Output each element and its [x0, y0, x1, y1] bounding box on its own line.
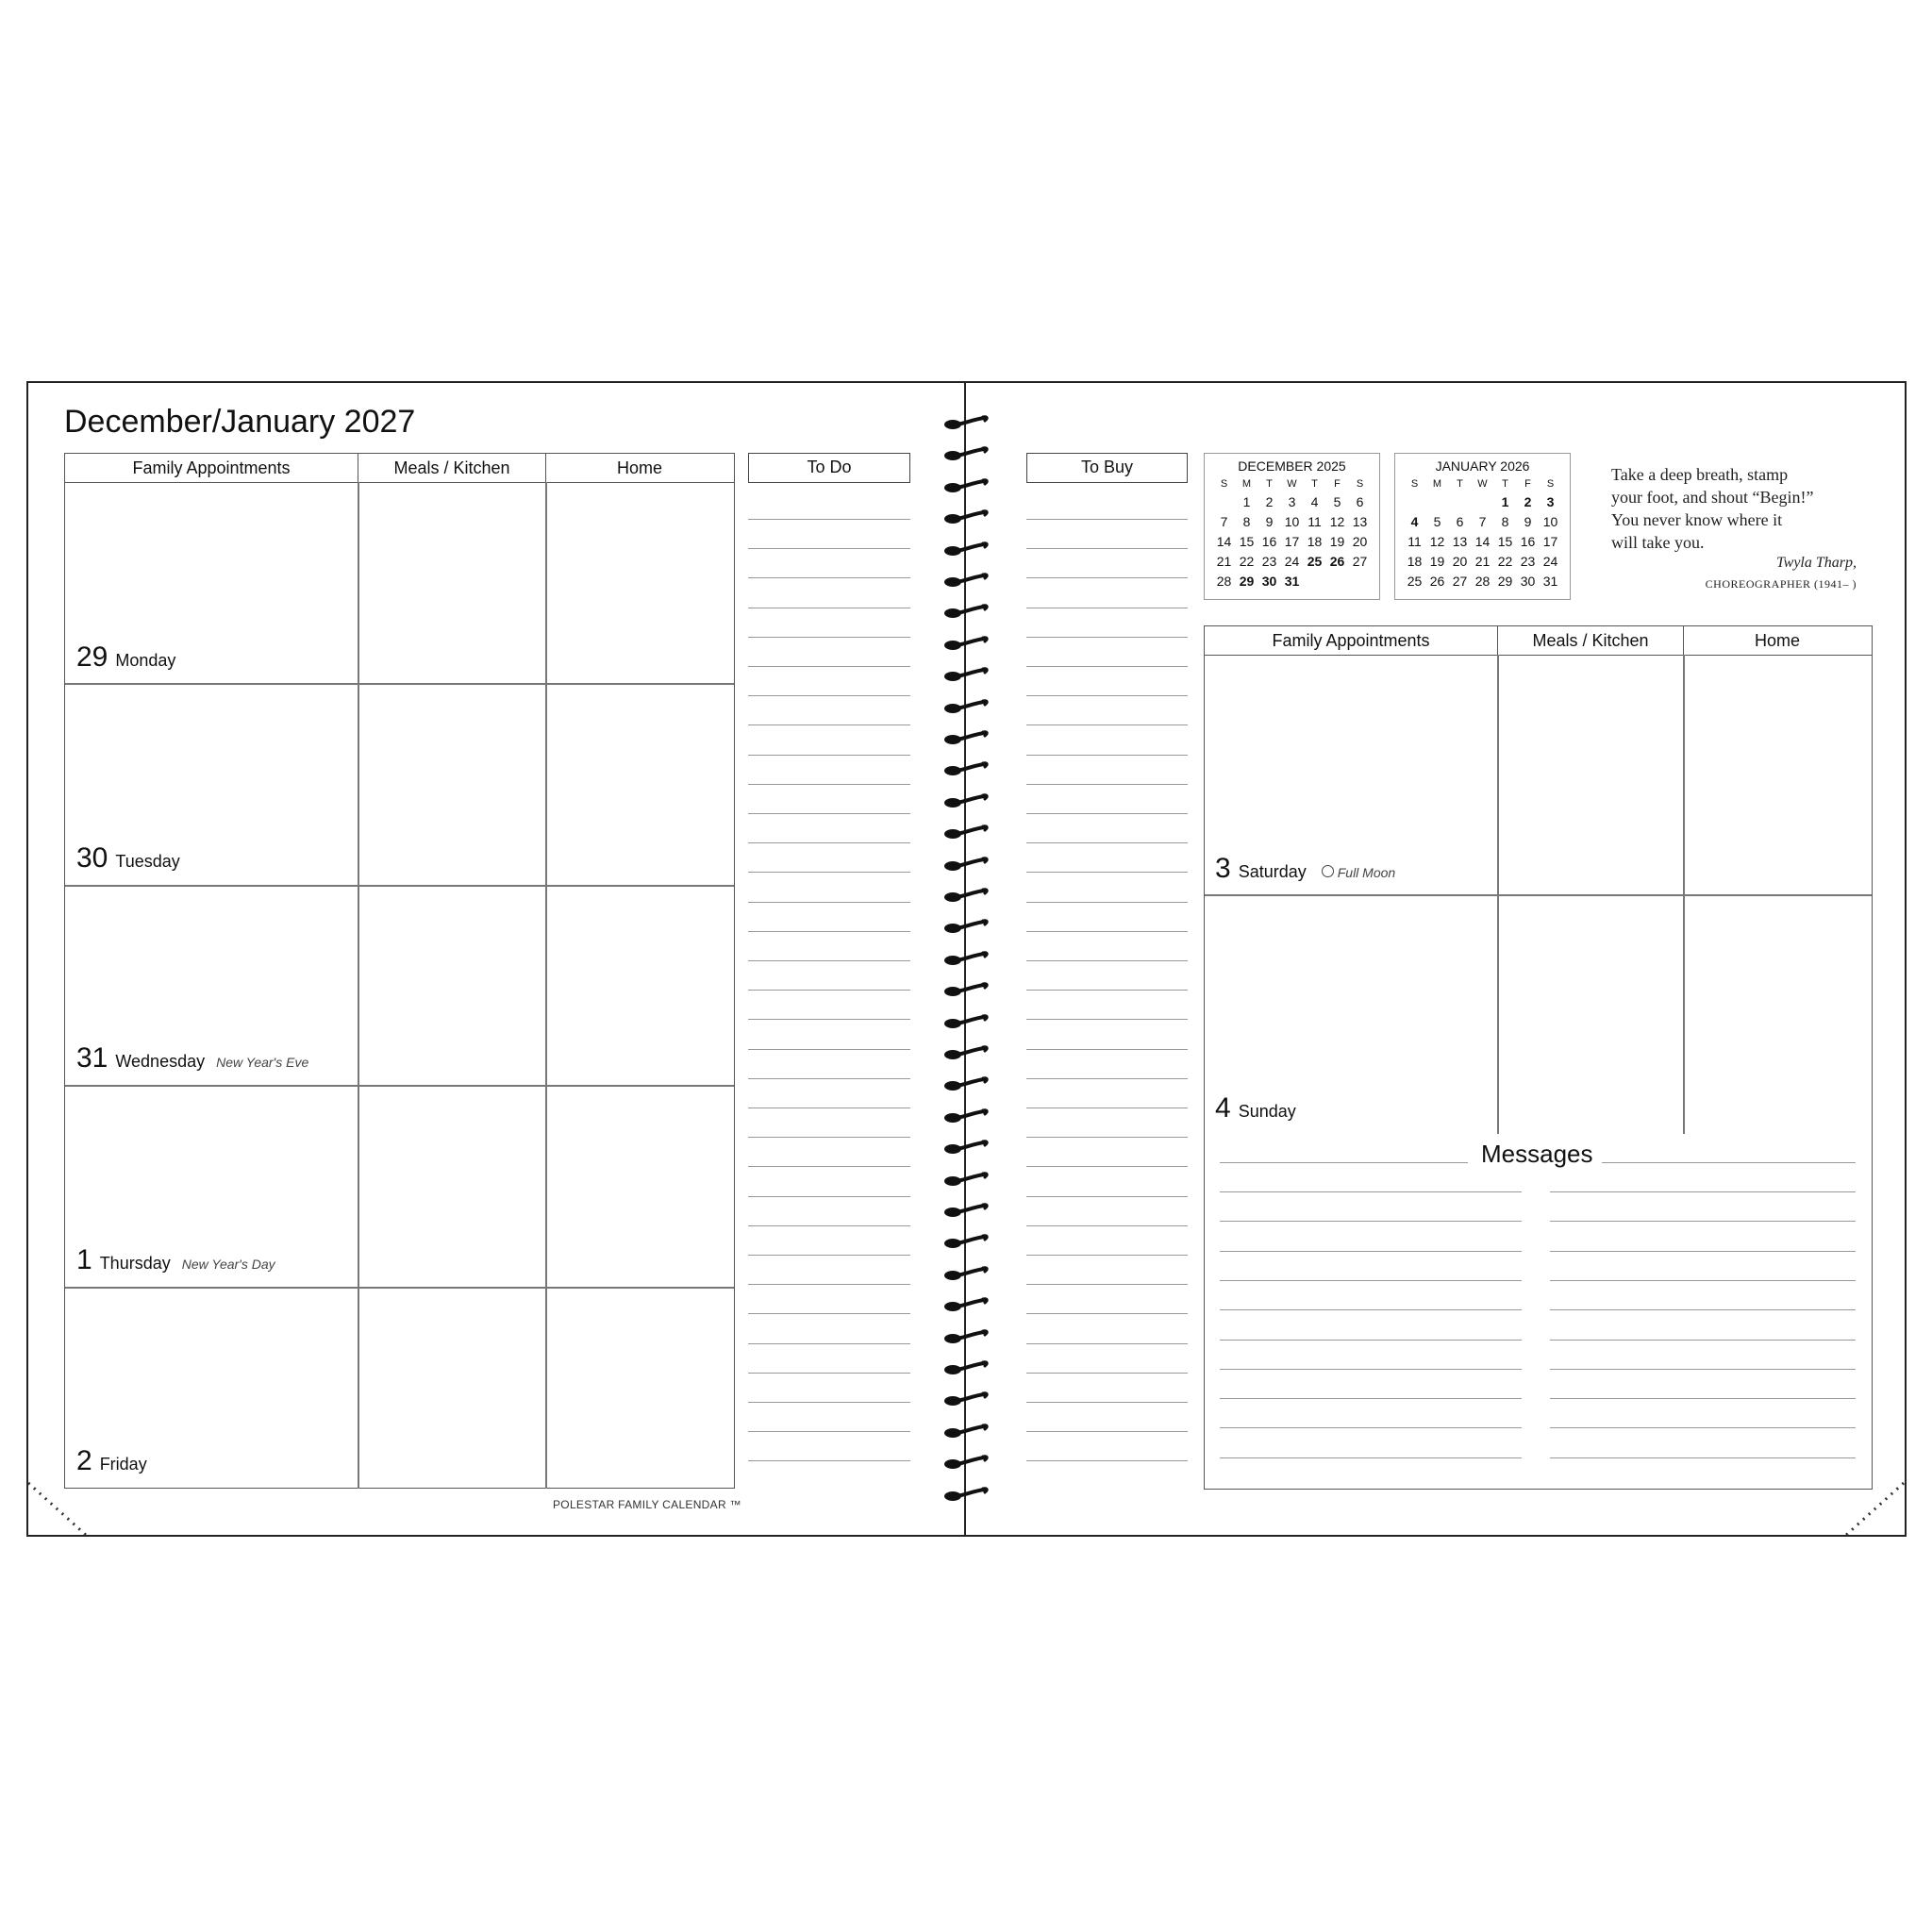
weekday-label: W	[1287, 477, 1297, 490]
mini-calendar-title: DECEMBER 2025	[1238, 458, 1346, 474]
date-cell: 7	[1478, 513, 1487, 529]
day-number: 1	[76, 1244, 92, 1275]
spiral-ring-icon	[941, 1327, 991, 1346]
weekday-label: F	[1334, 477, 1341, 490]
writing-line[interactable]	[748, 1284, 910, 1285]
date-cell	[1472, 491, 1494, 511]
writing-line[interactable]	[1026, 1137, 1188, 1138]
date-cell: 10	[1284, 513, 1300, 529]
spiral-ring-icon	[941, 1295, 991, 1314]
writing-line[interactable]	[748, 990, 910, 991]
writing-line[interactable]	[1026, 1373, 1188, 1374]
messages-rule	[1602, 1162, 1856, 1163]
spiral-ring-icon	[941, 949, 991, 968]
writing-line[interactable]	[1220, 1340, 1522, 1341]
day-name: Thursday	[99, 1254, 171, 1273]
date-cell: 16	[1261, 533, 1277, 549]
writing-line[interactable]	[748, 1137, 910, 1138]
date-cell: 7	[1220, 513, 1228, 529]
writing-line[interactable]	[1026, 519, 1188, 520]
date-cell: 2	[1265, 493, 1274, 509]
writing-line[interactable]	[1550, 1221, 1856, 1222]
date-cell: 29	[1497, 573, 1513, 589]
writing-line[interactable]	[748, 637, 910, 638]
date-cell: 24	[1284, 553, 1300, 569]
day-name: Monday	[115, 651, 176, 670]
writing-line[interactable]	[748, 931, 910, 932]
date-cell: 1	[1242, 493, 1251, 509]
day-number: 30	[76, 842, 108, 874]
date-cell: 24	[1542, 553, 1558, 569]
weekday-row	[1404, 475, 1562, 491]
date-cell: 15	[1239, 533, 1255, 549]
weekday-label: S	[1410, 477, 1419, 490]
left-col-divider	[545, 482, 547, 1489]
week-row	[1213, 551, 1372, 571]
left-grid-header	[65, 454, 734, 483]
writing-line[interactable]	[1026, 1343, 1188, 1344]
weekday-label: T	[1457, 477, 1463, 490]
messages-title: Messages	[1468, 1140, 1602, 1169]
date-cell: 18	[1307, 533, 1323, 549]
mini-calendar-table	[1404, 475, 1562, 591]
writing-line[interactable]	[748, 1313, 910, 1314]
date-cell: 21	[1474, 553, 1491, 569]
writing-line[interactable]	[1550, 1457, 1856, 1458]
writing-line[interactable]	[748, 1225, 910, 1226]
mini-calendar-table	[1213, 475, 1372, 591]
day-label-saturday[interactable]	[1215, 853, 1395, 885]
date-cell: 3	[1288, 493, 1296, 509]
date-cell: 2	[1524, 493, 1532, 509]
spiral-ring-icon	[941, 571, 991, 590]
date-cell: 19	[1429, 553, 1445, 569]
date-cell: 6	[1456, 513, 1464, 529]
writing-line[interactable]	[748, 872, 910, 873]
day-label-wednesday[interactable]	[76, 1042, 308, 1074]
date-cell: 4	[1410, 513, 1419, 529]
weekday-label: T	[1311, 477, 1318, 490]
date-cell: 5	[1433, 513, 1441, 529]
date-cell: 5	[1333, 493, 1341, 509]
right-week-grid	[1204, 625, 1873, 1490]
writing-line[interactable]	[1026, 755, 1188, 756]
week-row	[1404, 491, 1562, 511]
quote-line: your foot, and shout “Begin!”	[1611, 488, 1814, 507]
spiral-ring-icon	[941, 980, 991, 999]
writing-line[interactable]	[748, 1166, 910, 1167]
date-cell: 18	[1407, 553, 1423, 569]
day-number: 2	[76, 1445, 92, 1476]
spiral-ring-icon	[941, 508, 991, 526]
date-cell: 20	[1352, 533, 1368, 549]
writing-line[interactable]	[748, 519, 910, 520]
writing-line[interactable]	[1026, 842, 1188, 843]
day-name: Friday	[99, 1455, 147, 1474]
corner-dots-right	[1840, 1481, 1906, 1538]
spiral-ring-icon	[941, 1201, 991, 1220]
spiral-ring-icon	[941, 1074, 991, 1093]
week-row	[1213, 511, 1372, 531]
day-label-monday[interactable]	[76, 641, 175, 674]
writing-line[interactable]	[748, 1402, 910, 1403]
date-cell	[1449, 491, 1472, 511]
spiral-ring-icon	[941, 823, 991, 841]
writing-line[interactable]	[1220, 1309, 1522, 1310]
col-family-appointments: Family Appointments	[1205, 626, 1498, 655]
writing-line[interactable]	[1026, 1196, 1188, 1197]
day-name: Sunday	[1238, 1102, 1296, 1121]
writing-line[interactable]	[1026, 1284, 1188, 1285]
spiral-ring-icon	[941, 1485, 991, 1504]
date-cell: 29	[1239, 573, 1255, 589]
spiral-ring-icon	[941, 634, 991, 653]
writing-line[interactable]	[748, 577, 910, 578]
date-cell: 31	[1542, 573, 1558, 589]
weekday-row	[1213, 475, 1372, 491]
date-cell	[1404, 491, 1426, 511]
full-moon-icon	[1322, 865, 1334, 877]
week-row	[1404, 551, 1562, 571]
date-cell: 11	[1307, 513, 1322, 529]
spiral-ring-icon	[941, 1138, 991, 1157]
col-meals-kitchen: Meals / Kitchen	[358, 454, 546, 482]
writing-line[interactable]	[1026, 784, 1188, 785]
spiral-ring-icon	[941, 413, 991, 432]
day-number: 31	[76, 1042, 108, 1074]
spiral-ring-icon	[941, 917, 991, 936]
day-divider	[65, 1287, 734, 1289]
writing-line[interactable]	[1026, 1313, 1188, 1314]
day-divider	[65, 885, 734, 887]
date-cell: 17	[1284, 533, 1300, 549]
writing-line[interactable]	[748, 960, 910, 961]
writing-line[interactable]	[1026, 902, 1188, 903]
writing-line[interactable]	[1026, 1078, 1188, 1079]
writing-line[interactable]	[1220, 1427, 1522, 1428]
writing-line[interactable]	[1026, 1460, 1188, 1461]
writing-line[interactable]	[1220, 1191, 1522, 1192]
spiral-ring-icon	[941, 1232, 991, 1251]
spiral-ring-icon	[941, 791, 991, 810]
writing-line[interactable]	[748, 1373, 910, 1374]
mini-calendar-january	[1394, 453, 1571, 600]
writing-line[interactable]	[1026, 637, 1188, 638]
quote-author-role: CHOREOGRAPHER (1941– )	[1705, 577, 1857, 591]
writing-line[interactable]	[1026, 1166, 1188, 1167]
weekday-label: T	[1502, 477, 1508, 490]
date-cell: 30	[1261, 573, 1277, 589]
writing-line[interactable]	[1026, 1019, 1188, 1020]
date-cell	[1426, 491, 1449, 511]
date-cell: 6	[1356, 493, 1364, 509]
writing-line[interactable]	[1026, 990, 1188, 991]
spiral-ring-icon	[941, 476, 991, 495]
date-cell: 10	[1542, 513, 1558, 529]
day-label-tuesday[interactable]	[76, 842, 180, 874]
writing-line[interactable]	[748, 842, 910, 843]
writing-line[interactable]	[1026, 872, 1188, 873]
day-divider	[65, 1085, 734, 1087]
writing-line[interactable]	[1550, 1369, 1856, 1370]
day-label-thursday[interactable]	[76, 1244, 275, 1276]
writing-line[interactable]	[1026, 960, 1188, 961]
day-name: Saturday	[1238, 862, 1307, 881]
writing-line[interactable]	[748, 1019, 910, 1020]
writing-line[interactable]	[748, 1343, 910, 1344]
writing-line[interactable]	[1550, 1280, 1856, 1281]
writing-line[interactable]	[748, 1078, 910, 1079]
quote-author: Twyla Tharp,	[1775, 555, 1857, 571]
day-label-friday[interactable]	[76, 1445, 147, 1477]
date-cell: 27	[1352, 553, 1368, 569]
day-label-sunday[interactable]	[1215, 1092, 1296, 1124]
date-cell: 13	[1452, 533, 1468, 549]
date-cell: 9	[1265, 513, 1274, 529]
day-name: Tuesday	[115, 852, 180, 871]
col-home: Home	[616, 458, 662, 477]
spiral-ring-icon	[941, 1264, 991, 1283]
spiral-ring-icon	[941, 1043, 991, 1062]
writing-line[interactable]	[1550, 1427, 1856, 1428]
writing-line[interactable]	[1026, 1255, 1188, 1256]
spiral-ring-icon	[941, 1012, 991, 1031]
spiral-ring-icon	[941, 728, 991, 747]
left-week-grid	[64, 453, 735, 1489]
quote-line: Take a deep breath, stamp	[1611, 465, 1789, 484]
writing-line[interactable]	[1220, 1280, 1522, 1281]
weekday-label: T	[1266, 477, 1273, 490]
writing-line[interactable]	[1026, 931, 1188, 932]
col-home: Home	[1754, 631, 1800, 650]
writing-line[interactable]	[1550, 1340, 1856, 1341]
week-row	[1404, 511, 1562, 531]
date-cell: 17	[1542, 533, 1558, 549]
date-cell: 8	[1242, 513, 1251, 529]
quote-block	[1611, 463, 1894, 593]
writing-line[interactable]	[748, 1255, 910, 1256]
weekday-label: M	[1241, 477, 1252, 490]
day-name: Wednesday	[115, 1052, 206, 1071]
spiral-ring-icon	[941, 1453, 991, 1472]
spiral-ring-icon	[941, 855, 991, 874]
holiday-note: New Year's Day	[181, 1257, 275, 1272]
writing-line[interactable]	[748, 902, 910, 903]
spiral-ring-icon	[941, 665, 991, 684]
writing-line[interactable]	[1550, 1309, 1856, 1310]
date-cell: 14	[1216, 533, 1232, 549]
spiral-ring-icon	[941, 1107, 991, 1125]
messages-rule	[1220, 1162, 1468, 1163]
weekday-label: S	[1546, 477, 1555, 490]
spiral-ring-icon	[941, 1390, 991, 1408]
writing-line[interactable]	[1220, 1221, 1522, 1222]
tobuy-header: To Buy	[1026, 453, 1188, 483]
writing-line[interactable]	[1026, 813, 1188, 814]
todo-header: To Do	[748, 453, 910, 483]
spiral-ring-icon	[941, 540, 991, 558]
writing-line[interactable]	[1026, 1225, 1188, 1226]
date-cell: 16	[1520, 533, 1536, 549]
day-number: 4	[1215, 1092, 1231, 1124]
date-cell: 30	[1520, 573, 1536, 589]
date-cell: 4	[1310, 493, 1319, 509]
mini-calendar-title: JANUARY 2026	[1435, 458, 1530, 474]
left-col-divider	[358, 482, 359, 1489]
date-cell	[1213, 491, 1236, 511]
writing-line[interactable]	[748, 1196, 910, 1197]
date-cell: 11	[1407, 533, 1422, 549]
day-divider	[1205, 894, 1872, 896]
date-cell: 23	[1520, 553, 1536, 569]
writing-line[interactable]	[1026, 548, 1188, 549]
writing-line[interactable]	[1550, 1398, 1856, 1399]
spiral-ring-icon	[941, 602, 991, 621]
writing-line[interactable]	[1026, 724, 1188, 725]
weekday-label: S	[1220, 477, 1228, 490]
corner-dots-left	[26, 1481, 92, 1538]
date-cell: 28	[1474, 573, 1491, 589]
quote-line: will take you.	[1611, 533, 1705, 552]
holiday-note: New Year's Eve	[216, 1055, 309, 1070]
date-cell: 9	[1524, 513, 1532, 529]
date-cell: 14	[1474, 533, 1491, 549]
spiral-ring-icon	[941, 444, 991, 463]
spiral-ring-icon	[941, 1170, 991, 1189]
date-cell: 27	[1452, 573, 1468, 589]
spiral-ring-icon	[941, 697, 991, 716]
writing-line[interactable]	[1026, 695, 1188, 696]
right-grid-header	[1205, 626, 1872, 656]
date-cell: 26	[1329, 553, 1345, 569]
date-cell: 23	[1261, 553, 1277, 569]
writing-line[interactable]	[1220, 1369, 1522, 1370]
moon-note: Full Moon	[1337, 865, 1396, 880]
date-cell: 12	[1329, 513, 1345, 529]
spiral-ring-icon	[941, 1358, 991, 1377]
writing-line[interactable]	[1550, 1251, 1856, 1252]
date-cell: 15	[1497, 533, 1513, 549]
date-cell: 22	[1497, 553, 1513, 569]
writing-line[interactable]	[748, 724, 910, 725]
writing-line[interactable]	[1026, 666, 1188, 667]
writing-line[interactable]	[1550, 1191, 1856, 1192]
date-cell	[1304, 571, 1326, 591]
writing-line[interactable]	[748, 1049, 910, 1050]
writing-line[interactable]	[748, 666, 910, 667]
col-family-appointments: Family Appointments	[65, 454, 358, 482]
page-title: December/January 2027	[64, 404, 416, 440]
weekday-label: F	[1524, 477, 1531, 490]
mini-calendar-december	[1204, 453, 1380, 600]
week-row	[1213, 491, 1372, 511]
weekday-label: S	[1356, 477, 1364, 490]
weekday-label: W	[1477, 477, 1488, 490]
day-divider	[65, 683, 734, 685]
date-cell: 13	[1352, 513, 1368, 529]
writing-line[interactable]	[748, 548, 910, 549]
spiral-ring-icon	[941, 886, 991, 905]
date-cell	[1326, 571, 1349, 591]
writing-line[interactable]	[1026, 1431, 1188, 1432]
date-cell: 25	[1407, 573, 1423, 589]
date-cell: 22	[1239, 553, 1255, 569]
quote-line: You never know where it	[1611, 510, 1783, 529]
spiral-ring-icon	[941, 759, 991, 778]
date-cell: 19	[1329, 533, 1345, 549]
writing-line[interactable]	[748, 813, 910, 814]
date-cell: 25	[1307, 553, 1323, 569]
writing-line[interactable]	[748, 695, 910, 696]
week-row	[1213, 571, 1372, 591]
date-cell: 28	[1216, 573, 1232, 589]
date-cell: 26	[1429, 573, 1445, 589]
col-meals-kitchen: Meals / Kitchen	[1498, 626, 1684, 655]
writing-line[interactable]	[1026, 577, 1188, 578]
writing-line[interactable]	[1220, 1457, 1522, 1458]
writing-line[interactable]	[748, 1460, 910, 1461]
date-cell: 21	[1216, 553, 1232, 569]
date-cell	[1349, 571, 1372, 591]
date-cell: 20	[1452, 553, 1468, 569]
writing-line[interactable]	[748, 784, 910, 785]
writing-line[interactable]	[1220, 1398, 1522, 1399]
date-cell: 1	[1501, 493, 1509, 509]
weekday-label: M	[1432, 477, 1442, 490]
spiral-ring-icon	[941, 1422, 991, 1441]
footer-brand: POLESTAR FAMILY CALENDAR ™	[553, 1498, 741, 1511]
week-row	[1404, 531, 1562, 551]
writing-line[interactable]	[1026, 1402, 1188, 1403]
week-row	[1404, 571, 1562, 591]
writing-line[interactable]	[1026, 1049, 1188, 1050]
date-cell: 8	[1501, 513, 1509, 529]
writing-line[interactable]	[748, 1431, 910, 1432]
day-number: 3	[1215, 853, 1231, 884]
writing-line[interactable]	[1220, 1251, 1522, 1252]
day-number: 29	[76, 641, 108, 673]
date-cell: 31	[1284, 573, 1300, 589]
writing-line[interactable]	[748, 755, 910, 756]
date-cell: 3	[1546, 493, 1555, 509]
date-cell: 12	[1429, 533, 1445, 549]
week-row	[1213, 531, 1372, 551]
